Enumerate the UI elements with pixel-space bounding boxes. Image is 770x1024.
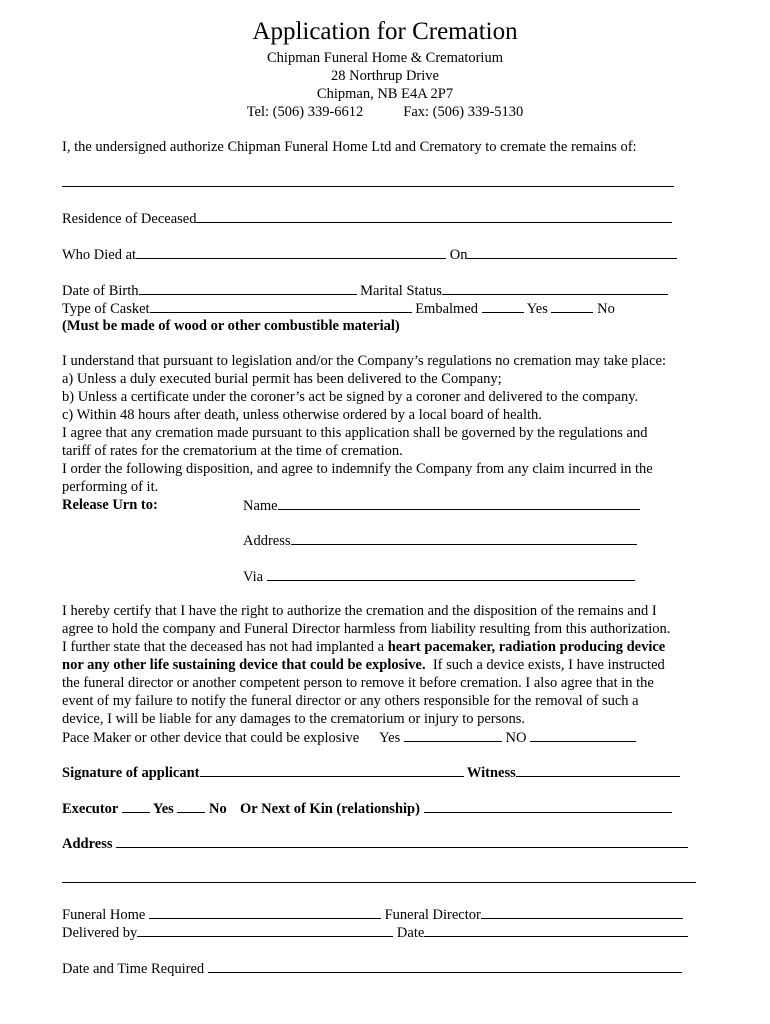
date-time-required-row [62, 959, 682, 978]
conditions-line: tariff of rates for the crematorium at the time of cremation. [62, 443, 403, 459]
executor-yes-field[interactable] [122, 799, 150, 813]
funeral-home-row [62, 905, 683, 924]
release-name-row [243, 496, 640, 515]
embalmed-label: Embalmed [415, 301, 479, 317]
certification-paragraph [62, 602, 702, 747]
delivered-row [62, 923, 688, 942]
next-of-kin-field[interactable] [424, 799, 672, 813]
form-title: Application for Cremation [252, 18, 518, 45]
deceased-name-field[interactable] [62, 186, 674, 187]
company-name: Chipman Funeral Home & Crematorium [267, 50, 503, 66]
release-name-field[interactable] [278, 496, 640, 510]
certify-text: I further state that the deceased has not had implanted a [62, 639, 388, 655]
conditions-line: b) Unless a certificate under the coroner’s act be signed by a coroner and delivered to the company. [62, 389, 639, 405]
funeral-director-label: Funeral Director [384, 907, 481, 923]
conditions-paragraph [62, 352, 702, 496]
embalmed-yes-field[interactable] [482, 299, 524, 313]
casket-row [62, 299, 615, 318]
device-warning-text: nor any other life sustaining device that could be explosive. [62, 657, 426, 673]
pacemaker-row [62, 728, 702, 747]
device-warning-text: heart pacemaker, radiation producing device [387, 639, 666, 655]
pacemaker-yes-label: Yes [379, 730, 401, 746]
phone-number: Tel: (506) 339-6612 [246, 104, 364, 120]
death-place-row [62, 245, 677, 264]
release-name-label: Name [243, 498, 278, 514]
release-address-row [243, 531, 637, 550]
next-of-kin-label: Or Next of Kin (relationship) [240, 801, 420, 817]
dob-field[interactable] [139, 281, 357, 295]
conditions-line: c) Within 48 hours after death, unless otherwise ordered by a local board of health. [62, 407, 542, 423]
certify-line: device, I will be liable for any damages to the crematorium or injury to persons. [62, 711, 526, 727]
witness-label: Witness [466, 765, 516, 781]
certify-line [62, 656, 702, 674]
certify-line: event of my failure to notify the funeral director or any others responsible for the removal of such a [62, 693, 639, 709]
applicant-signature-label: Signature of applicant [62, 765, 200, 781]
release-via-field[interactable] [267, 567, 635, 581]
conditions-line: a) Unless a duly executed burial permit has been delivered to the Company; [62, 371, 502, 387]
certify-line: I hereby certify that I have the right to authorize the cremation and the disposition of the remains and I [62, 603, 657, 619]
date-time-required-label: Date and Time Required [62, 961, 205, 977]
applicant-address-label: Address [62, 836, 113, 852]
who-died-at-label: Who Died at [62, 247, 137, 263]
marital-field[interactable] [442, 281, 668, 295]
date-label: Date [396, 925, 425, 941]
conditions-line: performing of it. [62, 479, 159, 495]
conditions-line: I agree that any cremation made pursuant to this application shall be governed by the regulations and [62, 425, 648, 441]
intro-text: I, the undersigned authorize Chipman Funeral Home Ltd and Crematory to cremate the remains of: [62, 139, 637, 155]
applicant-address-row [62, 834, 688, 853]
casket-note: (Must be made of wood or other combustible material) [62, 318, 400, 334]
executor-label: Executor [62, 801, 119, 817]
release-via-row [243, 567, 635, 586]
pacemaker-yes-field[interactable] [404, 728, 502, 742]
delivered-by-label: Delivered by [62, 925, 138, 941]
executor-no-label: No [209, 801, 227, 817]
conditions-line: I understand that pursuant to legislation and/or the Company’s regulations no cremation may take place: [62, 353, 667, 369]
company-city: Chipman, NB E4A 2P7 [316, 86, 454, 102]
company-street: 28 Northrup Drive [331, 68, 439, 84]
certify-text: If such a device exists, I have instructed [425, 657, 665, 673]
release-address-label: Address [243, 533, 291, 549]
marital-label: Marital Status [360, 283, 442, 299]
executor-row [62, 799, 672, 818]
date-field[interactable] [424, 923, 688, 937]
embalmed-no-field[interactable] [551, 299, 593, 313]
residence-label: Residence of Deceased [62, 211, 197, 227]
certify-line [62, 638, 702, 656]
executor-yes-label: Yes [152, 801, 174, 817]
conditions-line: I order the following disposition, and agree to indemnify the Company from any claim incurred in the [62, 461, 653, 477]
embalmed-no-label: No [597, 301, 615, 317]
casket-label: Type of Casket [62, 301, 150, 317]
death-date-field[interactable] [467, 245, 677, 259]
dob-label: Date of Birth [62, 283, 139, 299]
certify-line: the funeral director or another competent person to remove it before cremation. I also agree that in the [62, 675, 654, 691]
applicant-address-field-2[interactable] [62, 882, 696, 883]
witness-field[interactable] [516, 763, 680, 777]
applicant-signature-field[interactable] [200, 763, 464, 777]
executor-no-field[interactable] [177, 799, 205, 813]
on-label: On [449, 247, 468, 263]
residence-field[interactable] [196, 209, 672, 223]
pacemaker-label: Pace Maker or other device that could be explosive [62, 730, 360, 746]
fax-number: Fax: (506) 339-5130 [403, 104, 524, 120]
funeral-home-field[interactable] [149, 905, 381, 919]
residence-row [62, 209, 672, 228]
death-place-field[interactable] [136, 245, 446, 259]
embalmed-yes-label: Yes [526, 301, 548, 317]
casket-field[interactable] [150, 299, 412, 313]
signature-row [62, 763, 680, 782]
date-time-required-field[interactable] [208, 959, 682, 973]
pacemaker-no-label: NO [505, 730, 527, 746]
certify-line: agree to hold the company and Funeral Director harmless from liability resulting from this authorization. [62, 621, 671, 637]
release-urn-label: Release Urn to: [62, 497, 158, 513]
company-phone-fax [0, 103, 770, 121]
release-address-field[interactable] [291, 531, 637, 545]
applicant-address-field[interactable] [116, 834, 688, 848]
delivered-by-field[interactable] [137, 923, 393, 937]
funeral-director-field[interactable] [481, 905, 683, 919]
funeral-home-label: Funeral Home [62, 907, 146, 923]
pacemaker-no-field[interactable] [530, 728, 636, 742]
release-via-label: Via [243, 569, 264, 585]
birth-marital-row [62, 281, 668, 300]
